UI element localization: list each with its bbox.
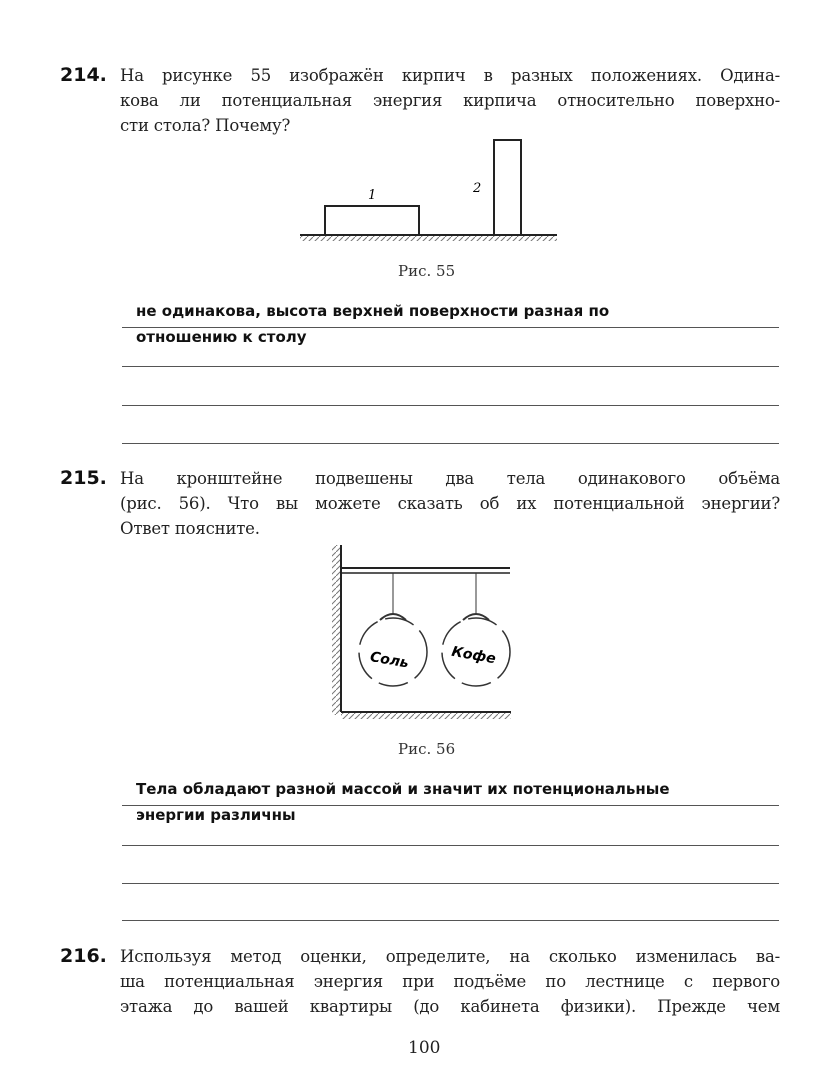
svg-text:Кофе: Кофе [450,643,497,668]
figure-caption: Рис. 55 [398,262,456,280]
answer-line [122,366,779,367]
figure-caption: Рис. 56 [398,740,456,758]
problem-text-line: Используя метод оценки, определите, на сколько изменилась ва- [120,947,780,966]
brick-1 [325,206,419,235]
problem-number: 214. [60,64,107,86]
answer-text: отношению к столу [136,328,307,346]
problem-number: 216. [60,945,107,967]
problem-text-line: (рис. 56). Что вы можете сказать об их потенциальной энергии? [120,494,780,513]
answer-line [122,920,779,921]
answer-line [122,405,779,406]
figure-56-bracket [318,540,518,725]
problem-text-line: ша потенциальная энергия при подъёме по лестнице с первого [120,972,780,991]
problem-text-line: Ответ поясните. [120,519,260,538]
brick-2 [494,140,521,235]
answer-line [122,443,779,444]
answer-line [122,845,779,846]
problem-text-line: На кронштейне подвешены два тела одинакового объёма [120,469,780,488]
brick-label-1: 1 [368,188,377,203]
problem-number: 215. [60,467,107,489]
answer-text: энергии различны [136,806,296,824]
problem-text-line: кова ли потенциальная энергия кирпича относительно поверхно- [120,91,780,110]
table-hatch [300,236,557,241]
problem-text-line: На рисунке 55 изображён кирпич в разных положениях. Одина- [120,66,780,85]
figure-55-bricks [295,135,560,245]
svg-text:Соль: Соль [368,649,410,672]
problem-text-line: этажа до вашей квартиры (до кабинета физики). Прежде чем [120,997,780,1016]
problem-text-line: сти стола? Почему? [120,116,291,135]
answer-line [122,883,779,884]
page-number: 100 [408,1038,441,1058]
answer-text: не одинакова, высота верхней поверхности разная по [136,302,610,320]
answer-text: Тела обладают разной массой и значит их потенциональные [136,780,670,798]
brick-label-2: 2 [473,181,482,196]
